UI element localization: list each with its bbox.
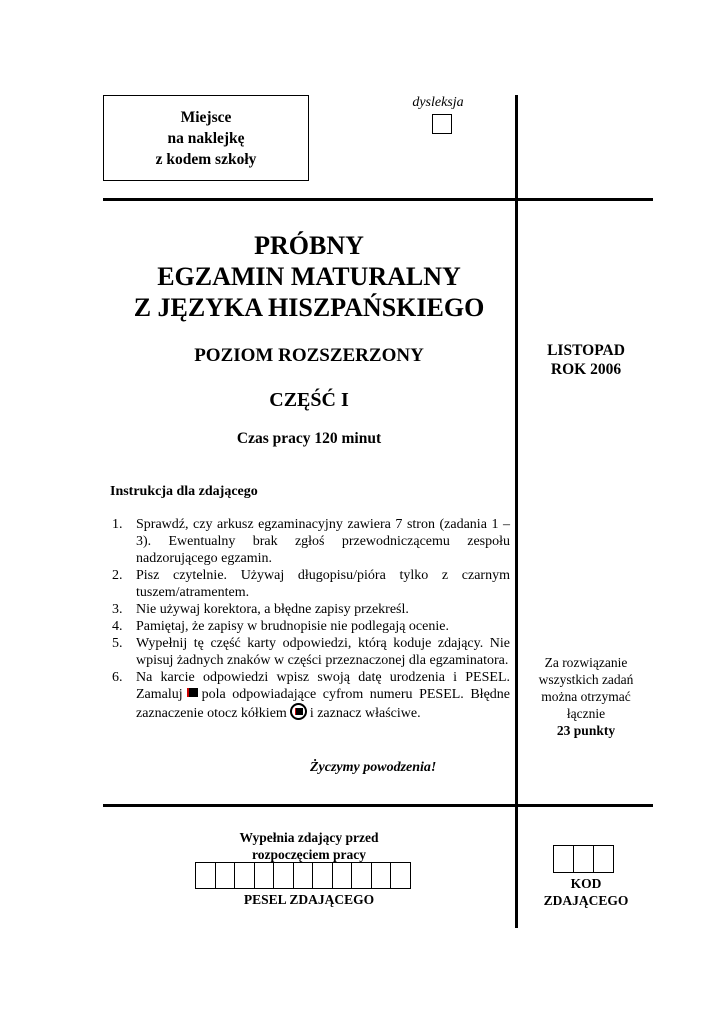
instruction-item	[112, 669, 510, 722]
dyslexia-checkbox[interactable]	[432, 114, 452, 134]
pesel-digit-box[interactable]	[351, 862, 372, 889]
instruction-text: Nie używaj korektora, a błędne zapisy przekreśl.	[136, 602, 409, 617]
instructions-heading: Instrukcja dla zdającego	[110, 484, 258, 499]
dyslexia-label: dysleksja	[412, 95, 464, 110]
exam-title	[103, 230, 515, 323]
fill-note-line: rozpoczęciem pracy	[251, 847, 367, 862]
instruction-item	[112, 516, 510, 567]
instruction-text: pola odpowiadające cyfrom numeru PESEL. Błędne zaznaczenie otocz kółkiem	[136, 687, 510, 721]
instruction-item	[112, 635, 510, 669]
instruction-number: 6.	[112, 670, 123, 685]
exam-part: CZĘŚĆ I	[269, 389, 349, 411]
circled-square-icon	[290, 703, 307, 720]
instruction-text: i zaznacz właściwe.	[309, 706, 421, 721]
date-year: ROK 2006	[550, 361, 622, 378]
instruction-number: 1.	[112, 517, 123, 532]
bottom-divider	[103, 804, 653, 807]
pesel-fill-note	[195, 829, 423, 863]
points-info	[518, 654, 654, 739]
date-month: LISTOPAD	[547, 342, 625, 359]
pesel-boxes	[195, 862, 411, 889]
instruction-text: Pamiętaj, że zapisy w brudnopisie nie podlegają ocenie.	[136, 619, 449, 634]
exam-time: Czas pracy 120 minut	[236, 430, 382, 447]
top-divider	[103, 198, 653, 201]
kod-digit-box[interactable]	[553, 845, 574, 873]
sticker-line: Miejsce	[180, 108, 232, 126]
instruction-item	[112, 618, 510, 635]
instructions-list	[112, 516, 510, 722]
sticker-placeholder	[103, 95, 309, 181]
instruction-number: 5.	[112, 636, 123, 651]
pesel-digit-box[interactable]	[312, 862, 333, 889]
exam-level: POZIOM ROZSZERZONY	[194, 345, 424, 366]
points-line: łącznie	[566, 706, 606, 721]
filled-square-icon	[187, 688, 198, 697]
pesel-digit-box[interactable]	[254, 862, 275, 889]
kod-label-line: KOD	[570, 876, 602, 891]
fill-note-line: Wypełnia zdający przed	[239, 830, 379, 845]
pesel-digit-box[interactable]	[215, 862, 236, 889]
pesel-digit-box[interactable]	[234, 862, 255, 889]
points-line: można otrzymać	[541, 689, 631, 704]
points-total: 23 punkty	[556, 723, 616, 738]
pesel-digit-box[interactable]	[332, 862, 353, 889]
title-line: EGZAMIN MATURALNY	[157, 262, 461, 291]
instruction-item	[112, 567, 510, 601]
sticker-line: z kodem szkoły	[155, 150, 257, 168]
pesel-digit-box[interactable]	[390, 862, 411, 889]
kod-digit-box[interactable]	[573, 845, 594, 873]
instruction-text: Na karcie odpowiedzi wpisz swoją datę urodzenia i PESEL. Zamaluj	[136, 670, 510, 702]
pesel-digit-box[interactable]	[273, 862, 294, 889]
pesel-label: PESEL ZDAJĄCEGO	[243, 892, 375, 907]
kod-boxes	[553, 845, 614, 873]
kod-label	[518, 875, 654, 909]
sticker-line: na naklejkę	[167, 129, 245, 147]
instruction-number: 4.	[112, 619, 123, 634]
instruction-number: 2.	[112, 568, 123, 583]
kod-digit-box[interactable]	[593, 845, 614, 873]
points-line: wszystkich zadań	[538, 672, 634, 687]
title-line: PRÓBNY	[254, 231, 364, 260]
good-luck-message: Życzymy powodzenia!	[310, 760, 437, 775]
title-line: Z JĘZYKA HISZPAŃSKIEGO	[133, 293, 485, 322]
instruction-text: Sprawdź, czy arkusz egzaminacyjny zawiera 7 stron (zadania 1 – 3). Ewentualny brak zgłoś przewodniczącemu zespołu nadzorującego egzamin.	[136, 517, 510, 566]
kod-label-line: ZDAJĄCEGO	[543, 893, 629, 908]
pesel-digit-box[interactable]	[293, 862, 314, 889]
pesel-digit-box[interactable]	[195, 862, 216, 889]
instruction-text: Wypełnij tę część karty odpowiedzi, którą koduje zdający. Nie wpisuj żadnych znaków w części przeznaczonej dla egzaminatora.	[136, 636, 510, 668]
exam-date	[518, 341, 654, 379]
instruction-number: 3.	[112, 602, 123, 617]
pesel-digit-box[interactable]	[371, 862, 392, 889]
instruction-text: Pisz czytelnie. Używaj długopisu/pióra tylko z czarnym tuszem/atramentem.	[136, 568, 510, 600]
points-line: Za rozwiązanie	[544, 655, 628, 670]
instruction-item	[112, 601, 510, 618]
